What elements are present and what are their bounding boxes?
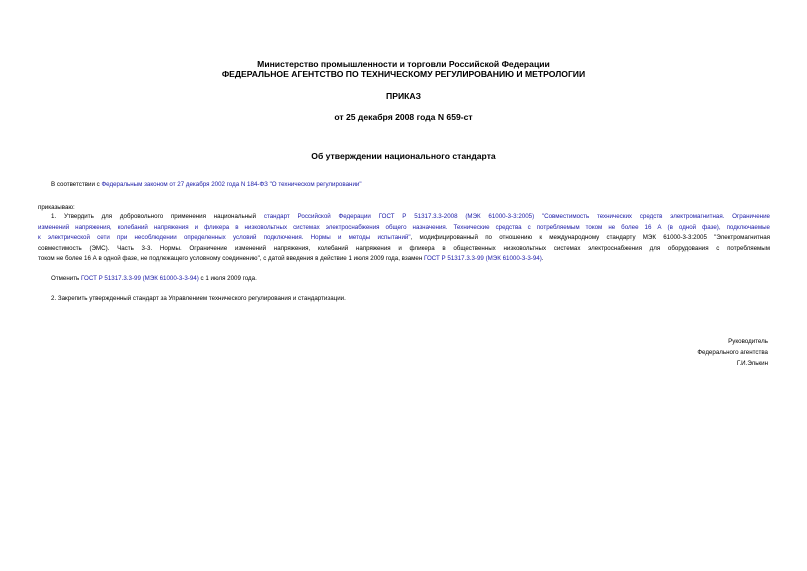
standard-link-part-1[interactable]: стандарт Российской Федерации ГОСТ Р 51317.3.3-2008 (МЭК 61000-3-3:2005) "Совместимость технических средств электромагнитная. Ограничение [263, 213, 770, 220]
ministry-heading: Министерство промышленности и торговли Российской Федерации [257, 59, 550, 69]
intro-prefix: В соответствии с [51, 181, 102, 188]
federal-law-link[interactable]: Федеральным законом от 27 декабря 2002 года N 184-ФЗ "О техническом регулировании" [101, 181, 362, 188]
cancel-prefix: Отменить [51, 275, 81, 282]
cancel-suffix: с 1 июля 2009 года. [198, 275, 257, 282]
cancel-standard-link[interactable]: ГОСТ Р 51317.3.3-99 (МЭК 61000-3-3-94) [81, 275, 199, 282]
old-standard-link[interactable]: ГОСТ Р 51317.3.3-99 (МЭК 61000-3-3-94) [423, 255, 542, 263]
item1-text-1: 1. Утвердить для добровольного применения национальный [51, 213, 264, 220]
item1-line-2 [38, 223, 770, 234]
standard-link-part-2[interactable]: изменений напряжения, колебаний напряжения и фликера в низковольтных системах электроснабжения общего назначения. Технические средства с потребляемым током не более 16 А (в одной фазе), подключаемые [38, 223, 770, 231]
standard-link-part-3[interactable]: к электрической сети при несоблюдении определенных условий подключения. Нормы и методы испытаний" [38, 234, 411, 242]
item1-line-3 [38, 233, 770, 244]
signature-organization: Федерального агентства [697, 349, 768, 356]
item2-paragraph: 2. Закрепить утвержденный стандарт за Управлением технического регулирования и стандартизации. [51, 295, 346, 302]
item1-text-4: совместимость (ЭМС). Часть 3-3. Нормы. Ограничение изменений напряжения, колебаний напряжения и фликера в общественных низковольтных системах электроснабжения для оборудования с потребляемым [38, 244, 770, 252]
item1-text-3: , модифицированный по отношению к международному стандарту МЭК 61000-3-3:2005 "Электромагнитная [410, 234, 770, 242]
item1-line-1 [38, 212, 770, 223]
document-title: Об утверждении национального стандарта [311, 151, 496, 161]
item1-paragraph [38, 212, 770, 265]
signature-name: Г.И.Элькин [736, 360, 768, 367]
agency-heading: ФЕДЕРАЛЬНОЕ АГЕНТСТВО ПО ТЕХНИЧЕСКОМУ РЕГУЛИРОВАНИЮ И МЕТРОЛОГИИ [221, 69, 586, 79]
cancel-paragraph [51, 274, 257, 285]
intro-paragraph [51, 180, 362, 191]
signature-position: Руководитель [728, 338, 768, 345]
item1-line-4 [38, 244, 770, 255]
order-heading: ПРИКАЗ [386, 91, 421, 101]
item1-text-5: током не более 16 А в одной фазе, не подлежащего условному соединению", с датой введения в действие 1 июля 2009 года, взамен [38, 255, 424, 263]
item1-line-5 [38, 254, 770, 265]
item1-text-5-end: . [541, 255, 544, 263]
order-date: от 25 декабря 2008 года N 659-ст [334, 112, 473, 122]
order-word: приказываю: [38, 204, 75, 211]
